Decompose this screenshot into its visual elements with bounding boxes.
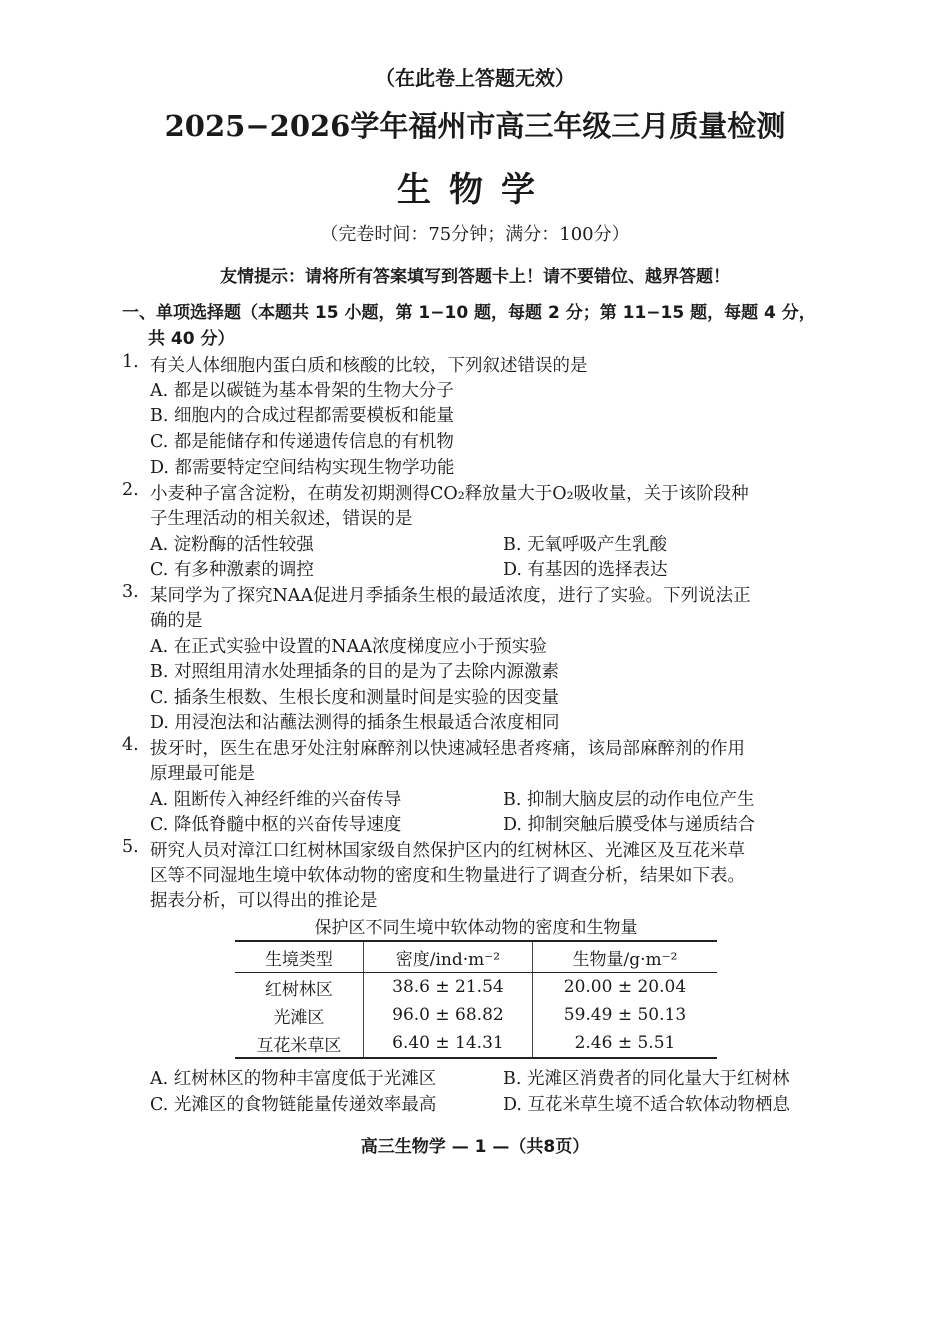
subject-title: 生物学 (397, 170, 553, 210)
table-row (235, 1029, 717, 1058)
q2-option-c: C. 有多种激素的调控 (150, 560, 314, 580)
q4-option-c: C. 降低脊髓中枢的兴奋传导速度 (150, 815, 402, 835)
table-header-cell: 生物量/g·m⁻² (532, 941, 717, 973)
q5-option-b: B. 光滩区消费者的同化量大于红树林 (503, 1069, 790, 1089)
table-caption: 保护区不同生境中软体动物的密度和生物量 (314, 918, 638, 938)
q5-option-a: A. 红树林区的物种丰富度低于光滩区 (150, 1069, 437, 1089)
q5-number: 5. (122, 837, 139, 857)
table-row (235, 1001, 717, 1029)
q3-option-d: D. 用浸泡法和沾蘸法测得的插条生根最适合浓度相同 (150, 713, 560, 733)
q5-stem-line3: 据表分析，可以得出的推论是 (150, 891, 378, 911)
q4-number: 4. (122, 735, 139, 755)
q3-option-a: A. 在正式实验中设置的NAA浓度梯度应小于预实验 (150, 637, 547, 657)
q5-stem-line2: 区等不同湿地生境中软体动物的密度和生物量进行了调查分析，结果如下表。 (150, 866, 745, 886)
q5-option-c: C. 光滩区的食物链能量传递效率最高 (150, 1095, 437, 1115)
q5-stem-line1: 研究人员对漳江口红树林国家级自然保护区内的红树林区、光滩区及互花米草 (150, 841, 745, 861)
q3-stem-line1: 某同学为了探究NAA促进月季插条生根的最适浓度，进行了实验。下列说法正 (150, 586, 751, 606)
table-cell: 59.49 ± 50.13 (532, 1001, 717, 1029)
table-cell: 6.40 ± 14.31 (363, 1029, 532, 1058)
q2-number: 2. (122, 480, 139, 500)
table-header-cell: 密度/ind·m⁻² (363, 941, 532, 973)
table-cell: 38.6 ± 21.54 (363, 973, 532, 1002)
q4-option-d: D. 抑制突触后膜受体与递质结合 (503, 815, 756, 835)
q2-option-b: B. 无氧呼吸产生乳酸 (503, 535, 667, 555)
table-cell: 光滩区 (273, 1007, 325, 1028)
q3-option-b: B. 对照组用清水处理插条的目的是为了去除内源激素 (150, 662, 559, 682)
q4-stem-line2: 原理最可能是 (150, 764, 255, 784)
q1-number: 1. (122, 352, 139, 372)
table-cell: 红树林区 (264, 979, 333, 1000)
q3-option-c: C. 插条生根数、生根长度和测量时间是实验的因变量 (150, 688, 559, 708)
table-header-cell: 生境类型 (235, 941, 363, 973)
q1-option-b: B. 细胞内的合成过程都需要模板和能量 (150, 406, 454, 426)
q3-number: 3. (122, 582, 139, 602)
q3-stem-line2: 确的是 (150, 611, 203, 631)
section-heading-line2: 共 40 分） (148, 329, 235, 349)
table-cell: 互花米草区 (235, 1029, 363, 1058)
friendly-tip: 友情提示：请将所有答案填写到答题卡上！请不要错位、越界答题！ (220, 267, 730, 287)
q2-stem-line1: 小麦种子富含淀粉，在萌发初期测得CO₂释放量大于O₂吸收量，关于该阶段种 (150, 484, 749, 504)
q4-option-a: A. 阻断传入神经纤维的兴奋传导 (150, 790, 402, 810)
table-cell: 2.46 ± 5.51 (532, 1029, 717, 1058)
q4-stem-line1: 拔牙时，医生在患牙处注射麻醉剂以快速减轻患者疼痛，该局部麻醉剂的作用 (150, 739, 745, 759)
table-cell: 96.0 ± 68.82 (363, 1001, 532, 1029)
table-cell: 20.00 ± 20.04 (532, 973, 717, 1002)
q1-option-a: A. 都是以碳链为基本骨架的生物大分子 (150, 381, 454, 401)
exam-title: 2025−2026学年福州市高三年级三月质量检测 (164, 109, 786, 143)
q4-option-b: B. 抑制大脑皮层的动作电位产生 (503, 790, 755, 810)
q2-option-a: A. 淀粉酶的活性较强 (150, 535, 314, 555)
section-heading (122, 300, 832, 352)
q2-option-d: D. 有基因的选择表达 (503, 560, 668, 580)
habitat-data-table (235, 940, 717, 1059)
time-score-info: （完卷时间：75分钟；满分：100分） (320, 224, 630, 245)
q1-option-c: C. 都是能储存和传递遗传信息的有机物 (150, 432, 454, 452)
section-heading-line1: 一、单项选择题（本题共 15 小题，第 1−10 题，每题 2 分；第 11−15 题，每题 4 分， (122, 303, 816, 323)
q1-option-d: D. 都需要特定空间结构实现生物学功能 (150, 458, 455, 478)
page-footer: 高三生物学 — 1 —（共8页） (360, 1137, 590, 1157)
q5-option-d: D. 互花米草生境不适合软体动物栖息 (503, 1095, 791, 1115)
table-row (235, 973, 717, 1002)
invalid-answer-notice: （在此卷上答题无效） (375, 66, 575, 90)
q1-stem-line1: 有关人体细胞内蛋白质和核酸的比较，下列叙述错误的是 (150, 356, 588, 376)
table-header-row (235, 941, 717, 973)
q2-stem-line2: 子生理活动的相关叙述，错误的是 (150, 509, 413, 529)
